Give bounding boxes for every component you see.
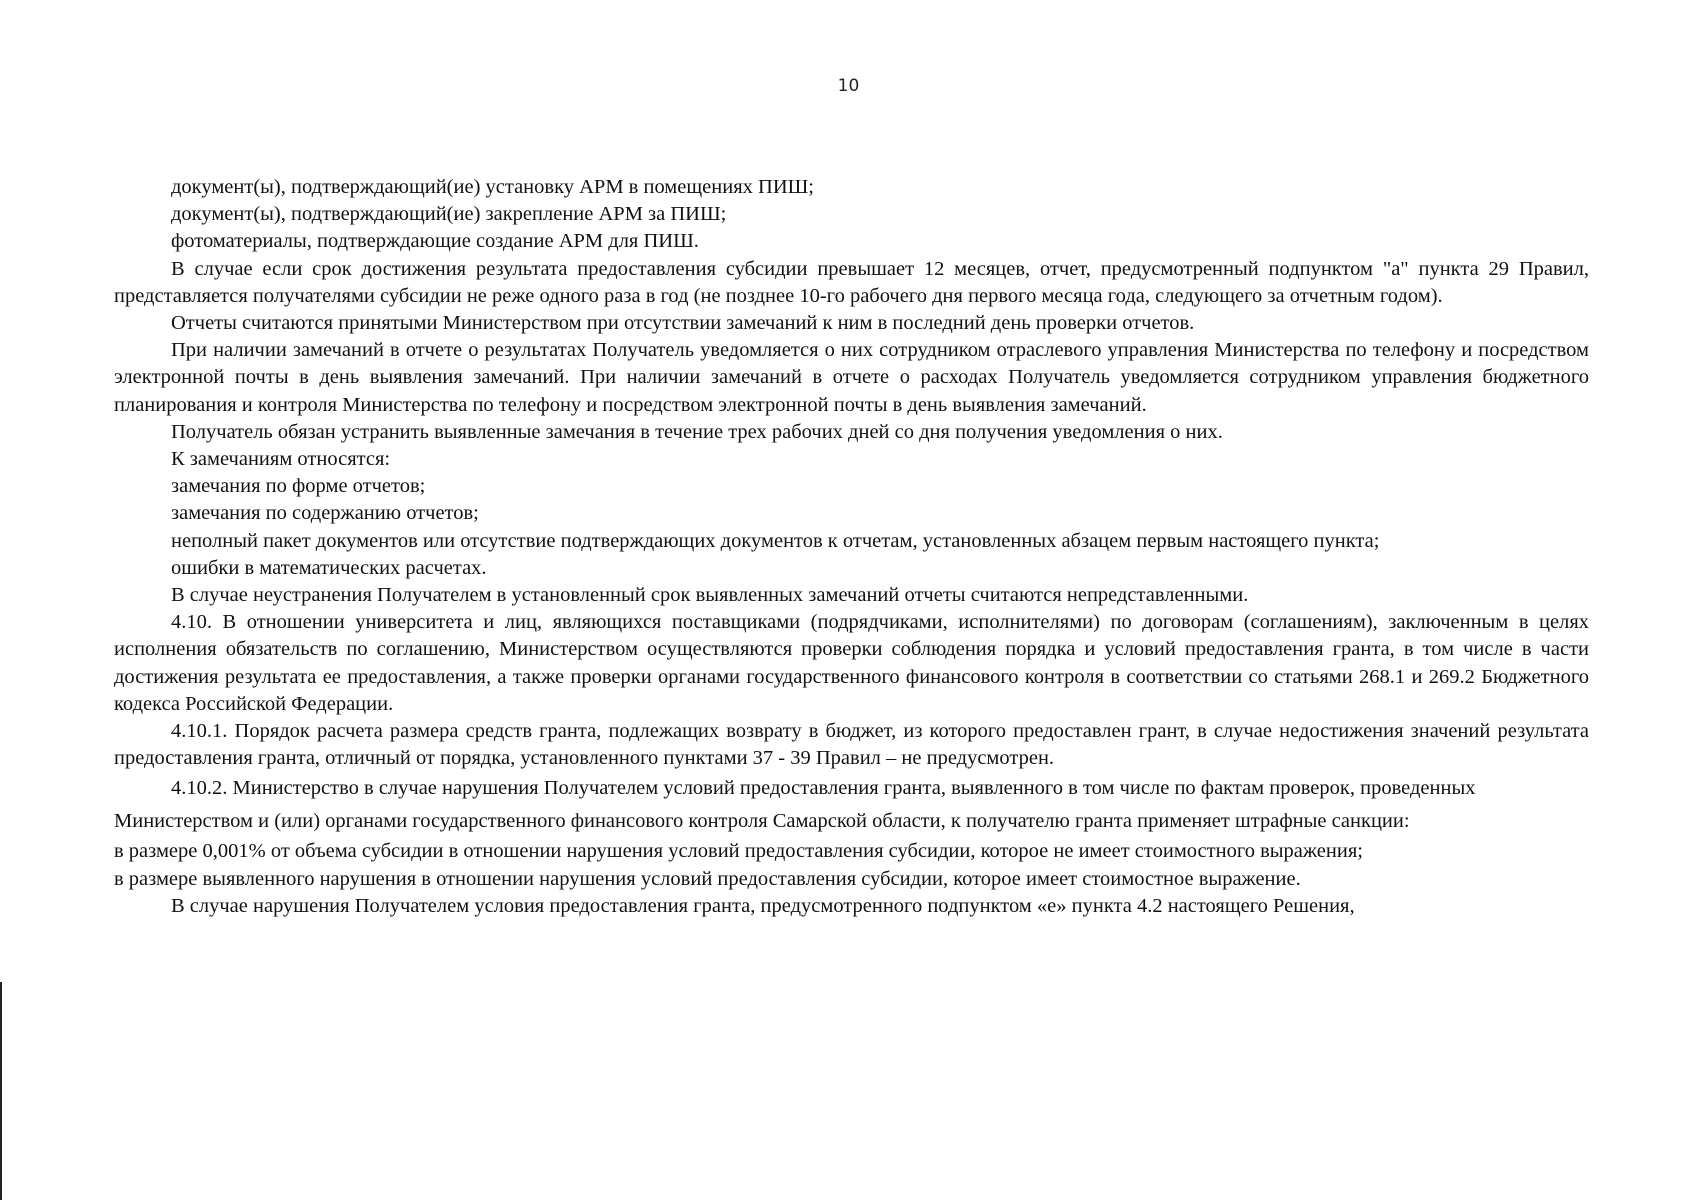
paragraph-remarks-content: замечания по содержанию отчетов; — [171, 502, 479, 525]
paragraph-fine-non-monetary: в размере 0,001% от объема субсидии в отношении нарушения условий предоставления субсидии, которое не имеет стоимостного выражения; — [114, 840, 1363, 863]
paragraph-incomplete-package: неполный пакет документов или отсутствие подтверждающих документов к отчетам, установленных абзацем первым настоящего пункта; — [171, 529, 1380, 552]
paragraph-report-period: В случае если срок достижения результата предоставления субсидии превышает 12 месяцев, отчет, предусмотренный подпунктом "а" пункта 29 Правил, представляется получателями субсидии не реже одного раза в год (не позднее 10-го рабочего дня первого месяца года, следующего за отчетным годом). — [114, 257, 1589, 307]
paragraph-remarks-form: замечания по форме отчетов; — [171, 475, 426, 498]
paragraph-section-4-10: 4.10. В отношении университета и лиц, являющихся поставщиками (подрядчиками, исполнителями) по договорам (соглашениям), заключенным в целях исполнения обязательств по соглашению, Министерством осуществляются проверки соблюдения порядка и условий предоставления гранта, в том числе в части достижения результата ее предоставления, а также проверки органами государственного финансового контроля в соответствии со статьями 268.1 и 269.2 Бюджетного кодекса Российской Федерации. — [114, 611, 1589, 715]
document-body — [114, 174, 1589, 920]
paragraph-doc-assignment: документ(ы), подтверждающий(ие) закрепление АРМ за ПИШ; — [171, 203, 727, 226]
paragraph-doc-install: документ(ы), подтверждающий(ие) установку АРМ в помещениях ПИШ; — [171, 176, 814, 198]
paragraph-reports-accepted: Отчеты считаются принятыми Министерством при отсутствии замечаний к ним в последний день проверки отчетов. — [171, 312, 1195, 335]
paragraph-photo-materials: фотоматериалы, подтверждающие создание АРМ для ПИШ. — [171, 230, 699, 253]
paragraph-remarks-include: К замечаниям относятся: — [171, 448, 391, 471]
paragraph-section-4-10-2: 4.10.2. Министерство в случае нарушения Получателем условий предоставления гранта, выявленного в том числе по фактам проверок, проведенных Министерством и (или) органами государственного финансового контроля Самарской области, к получателю гранта применяет штрафные санкции: — [114, 777, 1476, 833]
paragraph-remarks-fix: Получатель обязан устранить выявленные замечания в течение трех рабочих дней со дня получения уведомления о них. — [171, 420, 1223, 443]
paragraph-violation-subclause-e: В случае нарушения Получателем условия предоставления гранта, предусмотренного подпунктом «е» пункта 4.2 настоящего Решения, — [171, 894, 1355, 917]
scan-edge-line — [0, 982, 2, 1200]
paragraph-math-errors: ошибки в математических расчетах. — [171, 556, 487, 579]
paragraph-section-4-10-1: 4.10.1. Порядок расчета размера средств гранта, подлежащих возврату в бюджет, из которого предоставлен грант, в случае недостижения значений результата предоставления гранта, отличный от порядка, установленного пунктами 37 - 39 Правил – не предусмотрен. — [114, 720, 1589, 770]
paragraph-unresolved-remarks: В случае неустранения Получателем в установленный срок выявленных замечаний отчеты считаются непредставленными. — [171, 584, 1249, 607]
paragraph-remarks-notification: При наличии замечаний в отчете о результатах Получатель уведомляется о них сотрудником отраслевого управления Министерства по телефону и посредством электронной почты в день выявления замечаний. При наличии замечаний в отчете о расходах Получатель уведомляется сотрудником управления бюджетного планирования и контроля Министерства по телефону и посредством электронной почты в день выявления замечаний. — [114, 339, 1589, 416]
paragraph-fine-monetary: в размере выявленного нарушения в отношении нарушения условий предоставления субсидии, которое имеет стоимостное выражение. — [114, 867, 1301, 890]
page-number: 10 — [837, 76, 860, 96]
